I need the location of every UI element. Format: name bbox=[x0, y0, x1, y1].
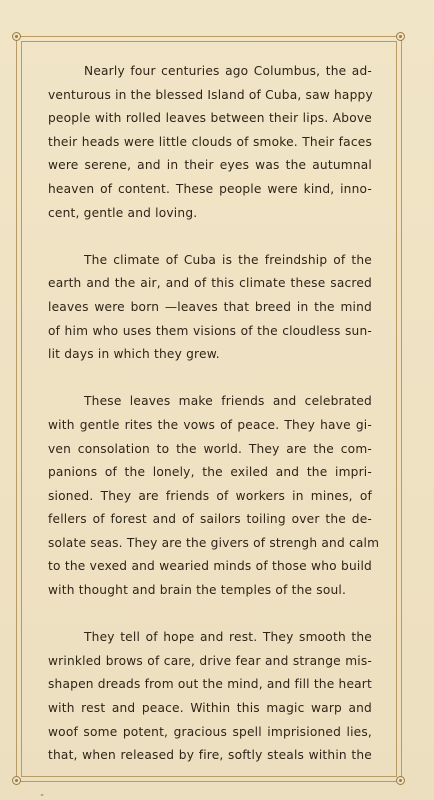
corner-ornament-icon bbox=[12, 776, 21, 785]
text-line: These leaves make friends and celebrated bbox=[84, 394, 372, 409]
text-line: ven consolation to the world. They are the com- bbox=[48, 441, 372, 456]
text-line: cent, gentle and loving. bbox=[48, 205, 198, 220]
text-line: venturous in the blessed Island of Cuba, saw happy bbox=[48, 87, 373, 102]
text-line: that, when released by fire, softly steals within the bbox=[48, 748, 372, 763]
paragraph bbox=[48, 626, 372, 768]
text-line: solate seas. They are the givers of strengh and calm bbox=[48, 535, 380, 550]
text-line: leaves were born —leaves that breed in the mind bbox=[48, 299, 372, 314]
text-line: woof some potent, gracious spell imprisioned lies, bbox=[48, 724, 372, 739]
paragraph bbox=[48, 60, 372, 225]
text-line: wrinkled brows of care, drive fear and strange mis- bbox=[48, 653, 372, 668]
text-line: panions of the lonely, the exiled and the impri- bbox=[48, 465, 372, 480]
text-line: earth and the air, and of this climate these sacred bbox=[48, 276, 372, 291]
text-line: their heads were little clouds of smoke. Their faces bbox=[48, 134, 372, 149]
text-line: They tell of hope and rest. They smooth the bbox=[84, 630, 372, 645]
text-line: of him who uses them visions of the cloudless sun- bbox=[48, 323, 372, 338]
text-line: with thought and brain the temples of the soul. bbox=[48, 583, 347, 598]
body-text bbox=[48, 60, 380, 791]
paragraph bbox=[48, 249, 372, 367]
corner-ornament-icon bbox=[396, 776, 405, 785]
text-line: were serene, and in their eyes was the autumnal bbox=[48, 158, 372, 173]
text-line: with gentle rites the vows of peace. They have gi- bbox=[48, 417, 372, 432]
text-line: with rest and peace. Within this magic warp and bbox=[48, 701, 372, 716]
corner-ornament-icon bbox=[396, 32, 405, 41]
text-line: fellers of forest and of sailors toiling over the de- bbox=[48, 512, 372, 527]
text-line: Nearly four centuries ago Columbus, the ad- bbox=[84, 64, 372, 78]
text-line: The climate of Cuba is the freindship of the bbox=[84, 252, 372, 267]
text-line: sioned. They are friends of workers in mines, of bbox=[48, 488, 372, 503]
paragraph bbox=[48, 390, 380, 602]
corner-ornament-icon bbox=[12, 32, 21, 41]
text-line: heaven of content. These people were kind, inno- bbox=[48, 181, 372, 196]
text-line: to the vexed and wearied minds of those who build bbox=[48, 559, 372, 574]
footer-mark: „ bbox=[40, 788, 46, 797]
text-line: lit days in which they grew. bbox=[48, 347, 220, 362]
text-line: shapen dreads from out the mind, and fill the heart bbox=[48, 677, 372, 692]
text-line: people with rolled leaves between their lips. Above bbox=[48, 111, 372, 126]
